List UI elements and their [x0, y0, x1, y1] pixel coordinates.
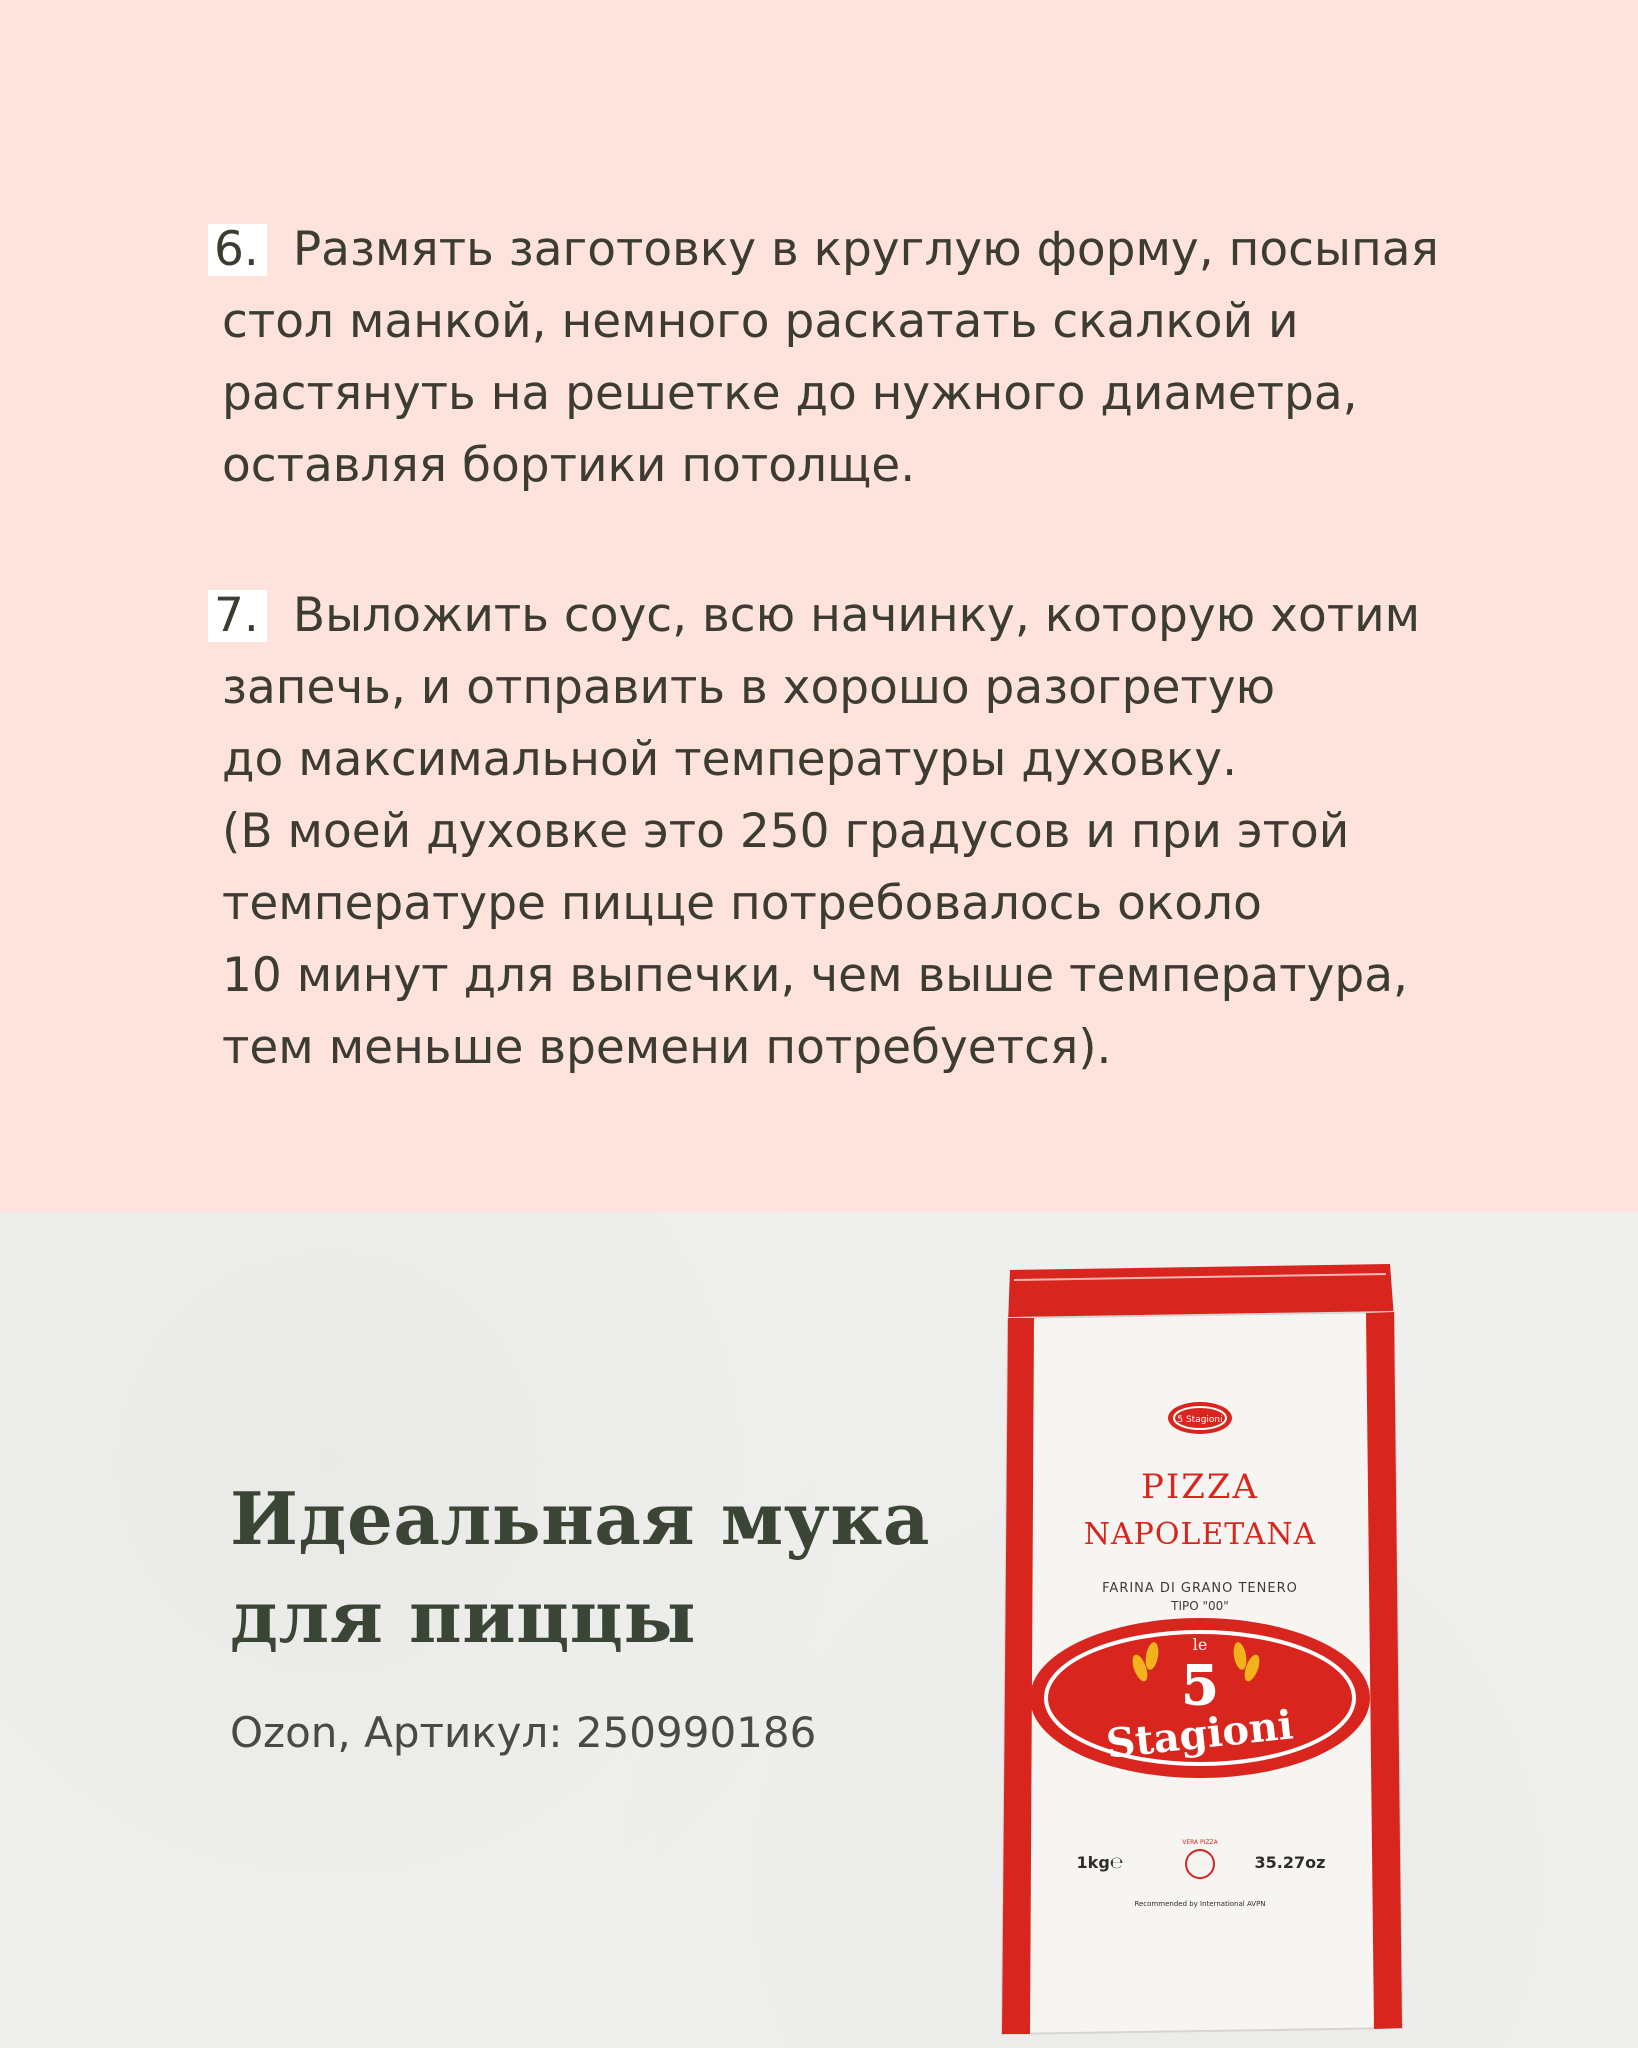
package-weight-kg: 1kg℮ [1076, 1853, 1124, 1872]
flour-package-image [990, 1258, 1410, 2058]
product-title-line-1: Идеальная мука [230, 1476, 930, 1561]
step-7-line-6: 10 минут для выпечки, чем выше температура, [222, 948, 1408, 1003]
step-7 [214, 580, 1482, 1084]
step-6-text-1: Размять заготовку в круглую форму, посыпая [292, 222, 1439, 277]
step-7-number: 7. [208, 590, 267, 642]
product-title-line-2: для пиццы [230, 1574, 697, 1659]
package-desc-line-2: TIPO "00" [1171, 1599, 1229, 1613]
step-6-line-3: растянуть на решетке до нужного диаметра, [222, 366, 1358, 421]
step-7-line-4: (В моей духовке это 250 градусов и при этой [222, 804, 1350, 859]
package-logo-5: 5 [1181, 1653, 1219, 1717]
package-desc-line-1: FARINA DI GRANO TENERO [1102, 1581, 1298, 1596]
package-logo-le: le [1192, 1635, 1208, 1654]
package-mark-text: VERA PIZZA [1182, 1839, 1218, 1846]
step-6-line-1 [214, 214, 1482, 286]
package-weight-oz: 35.27oz [1254, 1853, 1326, 1872]
package-badge-text: 5 Stagioni [1177, 1415, 1223, 1425]
step-6-number: 6. [208, 224, 267, 276]
step-7-line-1 [214, 580, 1482, 652]
package-name-line-1: PIZZA [1140, 1467, 1260, 1507]
package-logo-brand: Stagioni [1103, 1701, 1296, 1768]
package-footer: Recommended by International AVPN [1134, 1900, 1266, 1908]
step-7-line-2: запечь, и отправить в хорошо разогретую [222, 660, 1276, 715]
step-7-line-5: температуре пицце потребовалось около [222, 876, 1262, 931]
step-7-line-7: тем меньше времени потребуется). [222, 1020, 1112, 1075]
package-name-line-2: NAPOLETANA [1083, 1517, 1317, 1552]
step-6-line-4: оставляя бортики потолще. [222, 438, 916, 493]
product-title [230, 1470, 930, 1666]
step-6-line-2: стол манкой, немного раскатать скалкой и [222, 294, 1299, 349]
step-7-line-3: до максимальной температуры духовку. [222, 732, 1238, 787]
step-7-text-1: Выложить соус, всю начинку, которую хотим [292, 588, 1421, 643]
step-6 [214, 214, 1482, 502]
product-article: Ozon, Артикул: 250990186 [230, 1708, 817, 1757]
